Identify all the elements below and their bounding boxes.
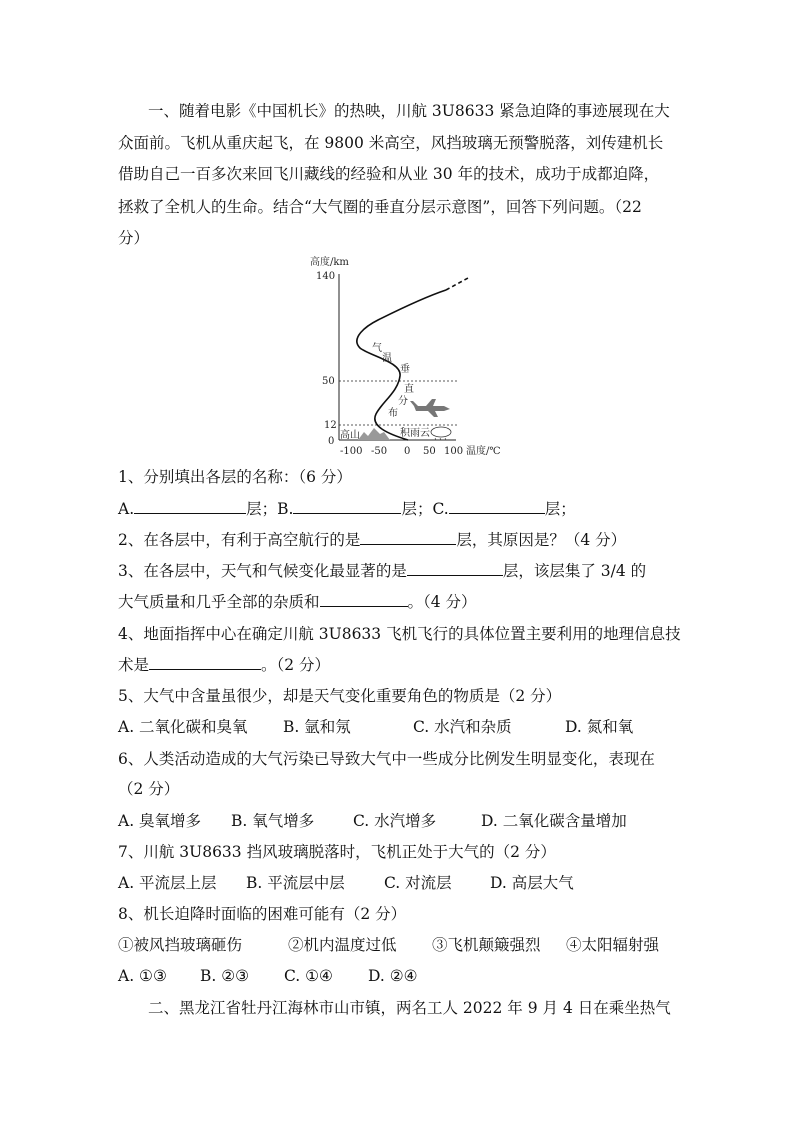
q1-c: 层；C.	[401, 500, 449, 518]
figure-xlabel: 温度/℃	[466, 446, 501, 457]
q2-line	[118, 530, 626, 550]
q7-option-c[interactable]: C. 对流层	[384, 874, 452, 892]
xtick-0: 0	[404, 446, 411, 457]
cloud-icon	[431, 427, 451, 437]
q3-blank-1[interactable]	[407, 561, 503, 576]
intro-line-1: 一、随着电影《中国机长》的热映，川航 3U8633 紧急迫降的事迹展现在大	[148, 102, 670, 120]
mountain-icon	[358, 428, 390, 440]
q5-option-c[interactable]: C. 水汽和杂质	[413, 718, 512, 736]
q2-pre: 2、在各层中，有利于高空航行的是	[118, 531, 361, 549]
q5-option-d[interactable]: D. 氮和氧	[565, 718, 634, 736]
q8-item-1: ①被风挡玻璃砸伤	[118, 936, 243, 954]
q8-item-2: ②机内温度过低	[288, 936, 397, 954]
q6-option-d[interactable]: D. 二氧化碳含量增加	[481, 812, 627, 830]
q7-options	[118, 873, 574, 893]
q6-options	[118, 811, 627, 831]
q6-option-b[interactable]: B. 氧气增多	[231, 812, 315, 830]
ytick-50: 50	[322, 376, 335, 387]
ytick-12: 12	[324, 420, 337, 431]
q6-line-1: 6、人类活动造成的大气污染已导致大气中一些成分比例发生明显变化，表现在	[118, 750, 655, 768]
q5-text: 5、大气中含量虽很少，却是天气变化重要角色的物质是（2 分）	[118, 687, 562, 705]
q8-item-4: ④太阳辐射强	[566, 936, 660, 954]
ytick-140: 140	[316, 271, 336, 282]
q1-blank-c[interactable]	[449, 499, 545, 514]
q8-option-b[interactable]: B. ②③	[200, 967, 250, 985]
q5-option-a[interactable]: A. 二氧化碳和臭氧	[118, 718, 248, 736]
q8-option-c[interactable]: C. ①④	[284, 967, 333, 985]
q4-line2-post: 。（2 分）	[261, 656, 331, 674]
q1-end: 层；	[544, 500, 576, 518]
q4-line-2	[118, 655, 330, 675]
q8-text: 8、机长迫降时面临的困难可能有（2 分）	[118, 905, 407, 923]
xtick-m100: -100	[340, 446, 363, 457]
q7-text: 7、川航 3U8633 挡风玻璃脱落时，飞机正处于大气的（2 分）	[118, 843, 556, 861]
q8-options	[118, 966, 418, 986]
curve-label-4: 直	[404, 384, 414, 395]
curve-label-1: 气	[372, 343, 382, 354]
intro-line-4: 拯救了全机人的生命。结合“大气圈的垂直分层示意图”，回答下列问题。（22	[118, 198, 642, 216]
xtick-100: 100	[444, 446, 464, 457]
curve-label-3: 垂	[400, 364, 410, 375]
q7-option-b[interactable]: B. 平流层中层	[246, 874, 345, 892]
q1-a: A.	[118, 500, 135, 518]
ytick-0: 0	[328, 436, 335, 447]
q1-text: 1、分别填出各层的名称：（6 分）	[118, 468, 352, 486]
q1-blank-b[interactable]	[293, 499, 401, 514]
q3-pre: 3、在各层中，天气和气候变化最显著的是	[118, 562, 407, 580]
q6-option-c[interactable]: C. 水汽增多	[353, 812, 437, 830]
intro-line-5: 分）	[118, 229, 150, 247]
intro-line-2: 众面前。飞机从重庆起飞，在 9800 米高空，风挡玻璃无预警脱落，刘传建机长	[118, 134, 664, 152]
q8-option-a[interactable]: A. ①③	[118, 967, 167, 985]
q4-line-1: 4、地面指挥中心在确定川航 3U8633 飞机飞行的具体位置主要利用的地理信息技	[118, 625, 681, 643]
cloud-label: 积雨云	[400, 428, 430, 439]
mountain-label: 高山	[340, 430, 360, 441]
curve-label-6: 布	[388, 408, 398, 419]
q8-items	[118, 935, 659, 955]
q3-mid: 层，该层集了 3/4 的	[502, 562, 647, 580]
temperature-curve-extension	[446, 278, 468, 290]
q3-blank-2[interactable]	[320, 592, 408, 607]
q5-option-b[interactable]: B. 氩和氖	[283, 718, 351, 736]
q1-answers	[118, 499, 576, 519]
q2-post: 层，其原因是？（4 分）	[456, 531, 627, 549]
q3-line2-pre: 大气质量和几乎全部的杂质和	[118, 593, 320, 611]
curve-label-2: 温	[382, 353, 392, 364]
q6-option-a[interactable]: A. 臭氧增多	[118, 812, 202, 830]
q1-b: 层；B.	[246, 500, 294, 518]
q8-item-3: ③飞机颠簸强烈	[432, 936, 541, 954]
q5-options	[118, 717, 633, 737]
q4-line2-pre: 术是	[118, 656, 150, 674]
q3-line-1	[118, 561, 646, 581]
xtick-50: 50	[423, 446, 436, 457]
airplane-icon	[410, 399, 450, 417]
q3-line-2	[118, 592, 477, 612]
figure-ylabel: 高度/km	[310, 257, 349, 268]
q3-line2-post: 。（4 分）	[407, 593, 477, 611]
xtick-m50: -50	[371, 446, 388, 457]
q4-blank[interactable]	[149, 655, 261, 670]
atmosphere-layers-diagram	[310, 254, 518, 458]
curve-label-5: 分	[398, 396, 408, 407]
intro-line-3: 借助自己一百多次来回飞川藏线的经验和从业 30 年的技术，成功于成都迫降，	[118, 165, 660, 183]
q1-blank-a[interactable]	[134, 499, 246, 514]
q7-option-a[interactable]: A. 平流层上层	[118, 874, 217, 892]
q2-blank[interactable]	[360, 530, 456, 545]
q8-option-d[interactable]: D. ②④	[368, 967, 418, 985]
q7-option-d[interactable]: D. 高层大气	[490, 874, 574, 892]
section2-line: 二、黑龙江省牡丹江海林市山市镇，两名工人 2022 年 9 月 4 日在乘坐热气	[148, 999, 671, 1017]
q6-line-2: （2 分）	[118, 780, 180, 798]
